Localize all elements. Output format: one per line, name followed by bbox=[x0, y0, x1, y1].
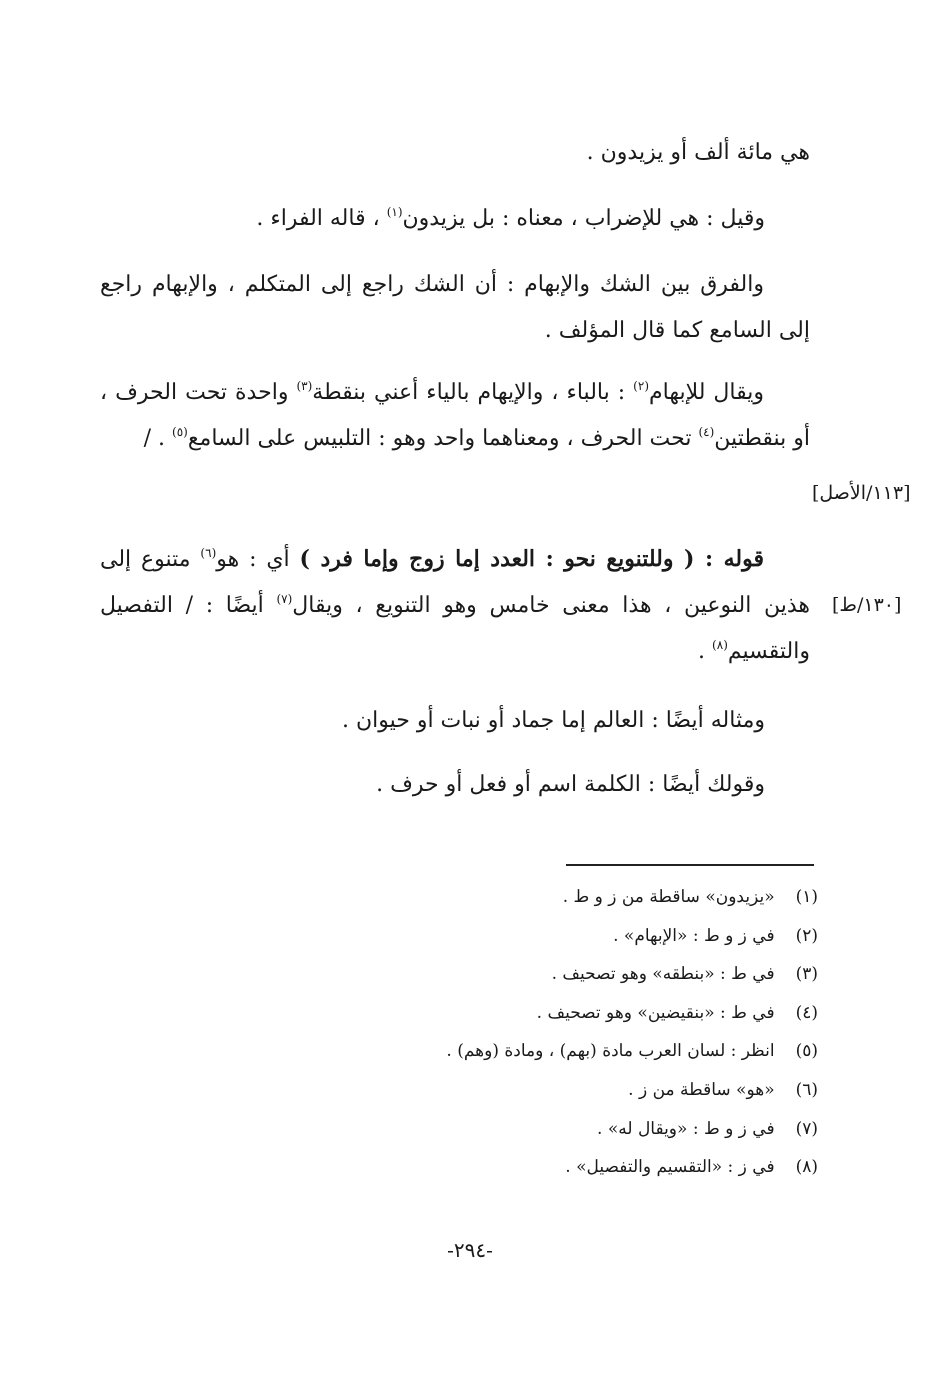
paragraph-5-text-d: . bbox=[698, 639, 713, 664]
footnote-3 bbox=[360, 955, 818, 994]
footnote-text: انظر : لسان العرب مادة (بهم) ، ومادة (وهم) . bbox=[446, 1041, 775, 1062]
footnote-text: «هو» ساقطة من ز . bbox=[628, 1079, 775, 1100]
footnote-5 bbox=[360, 1032, 818, 1071]
paragraph-4-text-e: . / bbox=[143, 426, 172, 451]
footnote-number: (٨) bbox=[795, 1157, 818, 1178]
margin-marker-asl: [١١٣/الأصل] bbox=[812, 482, 911, 504]
paragraph-5-text-c: أيضًا : / التفصيل والتقسيم bbox=[100, 593, 810, 664]
footnote-ref-2[interactable]: (٢) bbox=[633, 379, 649, 393]
paragraph-3 bbox=[100, 262, 810, 354]
footnote-separator bbox=[566, 864, 814, 866]
footnote-ref-8[interactable]: (٨) bbox=[712, 638, 728, 652]
paragraph-4-text-b: : بالباء ، والإيهام بالياء أعني بنقطة bbox=[312, 380, 634, 405]
footnote-ref-1[interactable]: (١) bbox=[386, 205, 403, 219]
footnote-number: (٦) bbox=[795, 1079, 818, 1100]
paragraph-7-text: وقولك أيضًا : الكلمة اسم أو فعل أو حرف . bbox=[376, 772, 765, 797]
footnote-number: (٢) bbox=[795, 925, 818, 946]
footnote-8 bbox=[360, 1148, 818, 1187]
footnote-7 bbox=[360, 1110, 818, 1149]
footnote-ref-4[interactable]: (٤) bbox=[698, 425, 715, 439]
paragraph-2-text-b: ، قاله الفراء . bbox=[256, 206, 387, 231]
paragraph-4-text-c: واحدة تحت الحرف ، أو بنقطتين bbox=[100, 380, 810, 451]
footnote-ref-5[interactable]: (٥) bbox=[172, 425, 188, 439]
paragraph-3-text: والفرق بين الشك والإبهام : أن الشك راجع إلى المتكلم ، والإبهام راجع إلى السامع كما قال المؤلف . bbox=[100, 272, 810, 343]
page-number: -٢٩٤- bbox=[447, 1238, 493, 1262]
margin-marker-taa: [١٣٠/ط] bbox=[832, 594, 902, 616]
footnote-ref-3[interactable]: (٣) bbox=[296, 379, 313, 393]
paragraph-4 bbox=[100, 370, 810, 462]
footnote-text: في ط : «بنقيضين» وهو تصحيف . bbox=[536, 1002, 775, 1023]
footnote-number: (٧) bbox=[795, 1118, 818, 1139]
paragraph-5 bbox=[100, 536, 810, 675]
paragraph-4-text-d: تحت الحرف ، ومعناهما واحد وهو : التلبيس على السامع bbox=[187, 426, 699, 451]
footnote-number: (٥) bbox=[795, 1041, 818, 1062]
footnote-6 bbox=[360, 1071, 818, 1110]
paragraph-5-text-b: متنوع إلى هذين النوعين ، هذا معنى خامس وهو التنويع ، ويقال bbox=[100, 547, 810, 618]
paragraph-1-text: هي مائة ألف أو يزيدون . bbox=[586, 140, 810, 165]
footnote-text: في ط : «بنطقه» وهو تصحيف . bbox=[551, 964, 775, 985]
paragraph-4-text-a: ويقال للإبهام bbox=[649, 380, 764, 405]
footnote-ref-6[interactable]: (٦) bbox=[200, 546, 217, 560]
paragraph-1 bbox=[300, 130, 810, 176]
paragraph-5-quote: قوله : ( وللتنويع نحو : العدد إما زوج وإما فرد ) bbox=[299, 546, 764, 572]
footnotes-list bbox=[360, 878, 818, 1187]
footnote-4 bbox=[360, 994, 818, 1033]
footnote-number: (١) bbox=[795, 887, 818, 907]
footnote-2 bbox=[360, 917, 818, 956]
footnote-number: (٤) bbox=[795, 1002, 818, 1023]
footnote-text: في ز و ط : «الإبهام» . bbox=[613, 925, 775, 946]
footnote-1 bbox=[360, 878, 818, 917]
footnote-text: «يزيدون» ساقطة من ز و ط . bbox=[562, 887, 775, 907]
paragraph-6 bbox=[300, 698, 765, 744]
paragraph-2-text-a: وقيل : هي للإضراب ، معناه : بل يزيدون bbox=[402, 206, 765, 231]
paragraph-7 bbox=[300, 762, 765, 808]
footnote-ref-7[interactable]: (٧) bbox=[276, 592, 293, 606]
paragraph-2 bbox=[200, 196, 765, 242]
paragraph-5-text-a: أي : هو bbox=[216, 547, 300, 572]
footnote-text: في ز : «التقسيم والتفصيل» . bbox=[565, 1157, 775, 1178]
paragraph-6-text: ومثاله أيضًا : العالم إما جماد أو نبات أو حيوان . bbox=[341, 708, 765, 733]
footnote-number: (٣) bbox=[795, 964, 818, 985]
footnote-text: في ز و ط : «ويقال له» . bbox=[597, 1118, 775, 1139]
